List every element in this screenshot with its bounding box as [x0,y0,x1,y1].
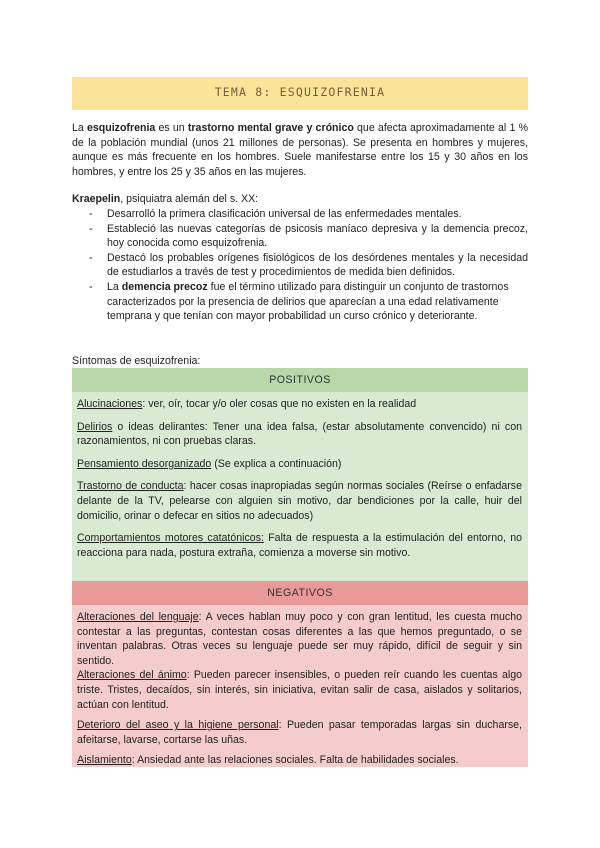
symptom-term: Pensamiento desorganizado [77,457,212,470]
symptom-desc: : Pueden pasar temporadas largas sin ducharse, afeitarse, lavarse, cortarse las uñas. [77,719,522,746]
kraepelin-list [72,207,528,324]
symptom-item [77,531,522,560]
symptom-item [77,753,522,768]
list-item-text: Estableció las nuevas categorías de psicosis maníaco depresiva y la demencia precoz, hoy conocida como esquizofrenia. [107,222,528,250]
positive-symptoms-table [72,368,528,597]
intro-text: que afecta aproximadamente al 1 % de la población mundial (unos 21 millones de personas). Se presenta en hombres y mujeres, aunque es más frecuente en los hombres. Suele manifestarse entre los 15 y 30 años en los hombres, y entre los 25 y 35 años en las mujeres. [72,122,528,178]
symptom-desc: Falta de respuesta a la estimulación del entorno, no reacciona para nada, postura extraña, comienza a moverse sin motivo. [77,532,522,559]
symptom-desc: : Pueden parecer insensibles, o pueden reír cuando les cuentas algo triste. Tristes, decaídos, sin interés, sin iniciativa, evitan salir de casa, aislados y solitarios, actúan con lentitud. [77,669,522,711]
symptom-item [77,610,522,668]
symptom-term: Deterioro del aseo y la higiene personal [77,719,279,732]
intro-bold-term: esquizofrenia [87,122,156,134]
list-item-text: La [107,280,122,293]
positive-header: POSITIVOS [72,368,528,392]
symptom-desc: : A veces hablan muy poco y con gran lentitud, les cuesta mucho contestar a las preguntas, contestan cosas diferentes a las que hemos preguntado, o se inventan palabras. Otras veces su lenguaje puede ser muy rápido, difícil de seguir y sin sentido. [77,611,522,667]
kraepelin-heading [72,192,528,207]
positive-body [72,392,528,597]
intro-paragraph [72,121,528,179]
list-item [72,207,528,222]
list-item [72,280,528,324]
symptom-desc: : hacer cosas inapropiadas según normas sociales (Reírse o enfadarse delante de la TV, pelearse con alguien sin motivo, dar bendiciones por la calle, huir del domicilio, orinar o defecar en sitios no adecuados) [77,480,522,522]
symptom-item [77,457,522,472]
intro-text: es un [155,122,188,134]
symptom-desc: o ideas delirantes: Tener una idea falsa, (estar absolutamente convencido) ni con razonamientos, ni con pruebas claras. [77,420,522,448]
list-item-text: Desarrolló la primera clasificación universal de las enfermedades mentales. [107,208,462,220]
symptom-term: Alucinaciones [77,398,143,410]
symptom-item [77,668,522,712]
symptom-term: Aislamiento [77,754,132,767]
symptom-term: Alteraciones del lenguaje [77,611,199,623]
symptoms-label: Síntomas de esquizofrenia: [72,355,201,367]
negative-symptoms-table [72,581,528,767]
dash-marker: - [89,208,93,220]
list-item-text: fue el término utilizado para distinguir un conjunto de trastornos caracterizados por la presencia de delirios que aparecían a una edad relativamente temprana y que tenían con mayor probabilidad un curso crónico y deteriorante. [107,280,509,323]
symptom-item [77,718,522,747]
symptom-desc: : ver, oír, tocar y/o oler cosas que no existen en la realidad [142,398,417,410]
symptom-term: Delirios [77,420,113,433]
title-banner [72,77,528,110]
list-item [72,222,528,251]
symptom-term: Trastorno de conducta [77,480,184,493]
list-item [72,251,528,280]
page-title: TEMA 8: ESQUIZOFRENIA [214,85,386,99]
symptom-desc: : Ansiedad ante las relaciones sociales. Falta de habilidades sociales. [131,754,459,767]
symptom-term: Alteraciones del ánimo [77,669,187,682]
kraepelin-name: Kraepelin [72,193,121,205]
symptom-item [77,420,522,449]
negative-body [72,605,528,767]
symptom-desc: (Se explica a continuación) [211,457,342,470]
dash-marker: - [89,280,93,293]
dash-marker: - [89,251,93,264]
intro-bold-term: trastorno mental grave y crónico [187,122,354,134]
intro-text: La [72,122,87,134]
dash-marker: - [89,222,93,235]
list-item-bold: demencia precoz [121,280,208,293]
kraepelin-description: , psiquiatra alemán del s. XX: [120,193,259,205]
symptom-term: Comportamientos motores catatónicos: [77,532,264,545]
list-item-text: Destacó los probables orígenes fisiológicos de los desórdenes mentales y la necesidad de estudiarlos a través de test y procedimientos de medida bien definidos. [107,251,528,279]
symptom-item [77,479,522,523]
symptom-item [77,397,522,412]
negative-header: NEGATIVOS [72,581,528,605]
